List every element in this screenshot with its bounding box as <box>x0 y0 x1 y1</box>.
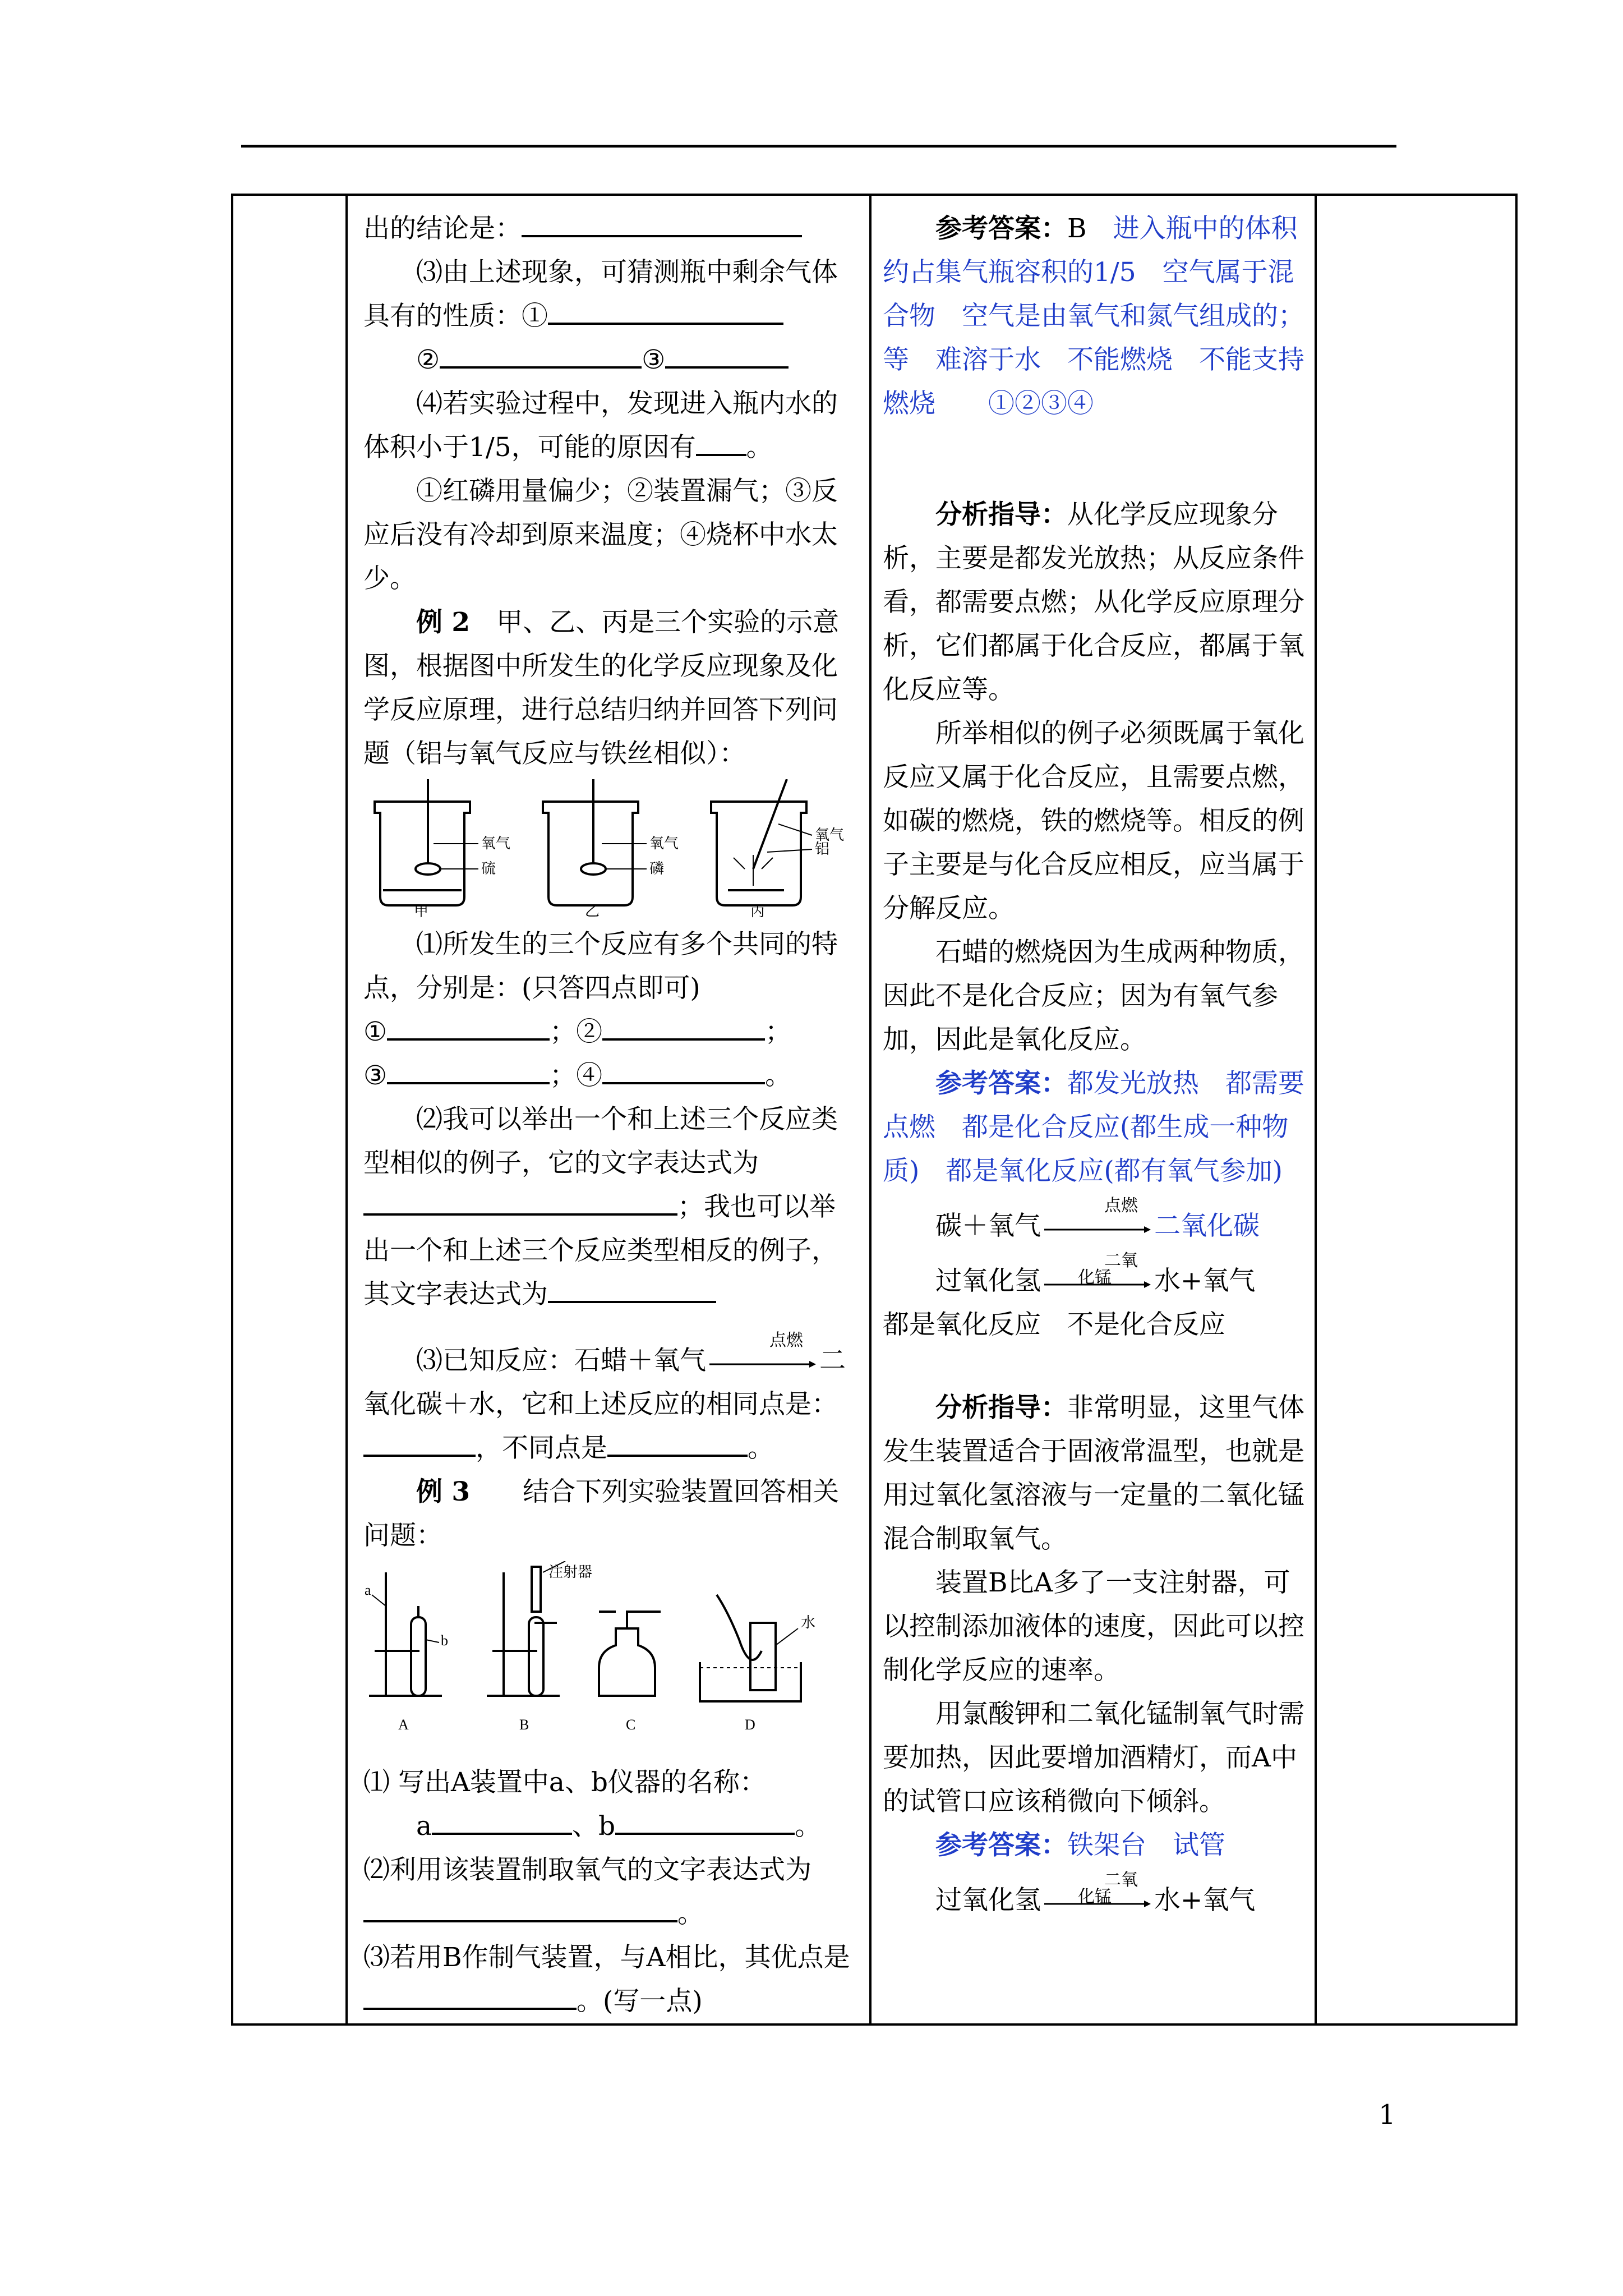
answer-blank[interactable] <box>602 1054 765 1084</box>
combustion-figure <box>363 779 857 919</box>
answer-blank[interactable] <box>696 426 746 456</box>
answer-blank[interactable] <box>363 1892 677 1922</box>
e3-text: ⑶若用B作制气装置，与A相比，其优点是 <box>363 1942 850 1973</box>
e1-a: a <box>416 1811 432 1842</box>
label-phosphorus: 磷 <box>649 861 665 877</box>
guide-4: 非常明显，这里气体发生装置适合于固液常温型，也就是用过氧化氢溶液与一定量的二氧化锰混合制取氧气。 <box>883 1392 1304 1554</box>
label-syringe: 注射器 <box>548 1564 593 1580</box>
p2-text-a: ⑵我可以举出一个和上述三个反应类型相似的例子，它的文字表达式为 <box>363 1104 838 1179</box>
label-jia: 甲 <box>414 903 429 919</box>
eq3-right: 水+氧气 <box>1154 1885 1256 1916</box>
example-3-text: 结合下列实验装置回答相关问题： <box>363 1476 840 1551</box>
p1-item-1: ① <box>363 1016 388 1047</box>
answer-blank[interactable] <box>522 207 802 237</box>
answer-3-text: 铁架台 试管 <box>1067 1830 1225 1861</box>
eq2-left: 过氧化氢 <box>935 1266 1041 1296</box>
answer-blank[interactable] <box>607 1427 748 1457</box>
blank-column-right <box>1316 195 1516 2024</box>
punct: 。 <box>746 432 773 463</box>
p1-item-4: ；④ <box>550 1060 603 1091</box>
p3-text-mid: ，不同点是 <box>476 1433 607 1464</box>
example-2-label: 例 2 <box>416 607 471 638</box>
label-yi: 乙 <box>585 903 600 919</box>
q4-text: ⑷若实验过程中，发现进入瓶内水的体积小于1/5，可能的原因有 <box>363 388 838 463</box>
eq3-left: 过氧化氢 <box>935 1885 1041 1916</box>
arrow-condition: 点燃 <box>769 1331 803 1350</box>
punct: 。 <box>795 1811 822 1842</box>
label-bing: 丙 <box>750 903 766 919</box>
punct: 。 <box>748 1433 774 1464</box>
blank-column-left <box>232 195 347 2024</box>
p2-text-b: ；我也可以举出一个和上述三个反应类型相反的例子，其文字表达式为 <box>363 1191 838 1310</box>
apparatus-figure <box>363 1561 857 1735</box>
answer-blank[interactable] <box>363 1427 476 1457</box>
answer-1-text: 进入瓶中的体积约占集气瓶容积的1/5 空气属于混合物 空气是由氧气和氮气组成的；等 难溶于水 不能燃烧 不能支持燃烧 ①②③④ <box>883 213 1304 419</box>
reaction-arrow <box>1044 1251 1151 1294</box>
arrow-condition: 二氧化锰 <box>1078 1870 1138 1907</box>
reaction-arrow <box>709 1331 816 1374</box>
label-oxygen: 氧气 <box>481 835 511 852</box>
reaction-arrow <box>1044 1196 1151 1239</box>
punct: ； <box>765 1016 792 1047</box>
eq1-left: 碳＋氧气 <box>935 1211 1041 1241</box>
question-column <box>347 195 870 2024</box>
e2-text: ⑵利用该装置制取氧气的文字表达式为 <box>363 1855 811 1885</box>
label-b: b <box>441 1632 448 1649</box>
example-2-text: 甲、乙、丙是三个实验的示意图，根据图中所发生的化学反应现象及化学反应原理，进行总结归纳并回答下列问题（铝与氧气反应与铁丝相似）： <box>363 607 840 769</box>
answer-label: 参考答案： <box>935 1830 1067 1861</box>
p1-item-2: ；② <box>550 1016 603 1047</box>
answer-choice: B <box>1067 213 1087 244</box>
label-B: B <box>519 1717 529 1733</box>
answer-blank[interactable] <box>387 1010 550 1041</box>
label-a: a <box>365 1582 371 1598</box>
label-oxygen: 氧气 <box>649 835 679 852</box>
answer-blank[interactable] <box>602 1010 765 1041</box>
guide-5: 装置B比A多了一支注射器，可以控制添加液体的速度，因此可以控制化学反应的速率。 <box>883 1567 1304 1686</box>
p3-text-post: 二氧化碳＋水，它和上述反应的相同点是： <box>363 1345 846 1420</box>
page-number: 1 <box>1378 2099 1396 2131</box>
conclusion-text: 出的结论是： <box>363 213 522 244</box>
label-water: 水 <box>801 1614 816 1631</box>
example-3-label: 例 3 <box>416 1476 471 1507</box>
label-oxygen: 氧气 <box>815 827 845 843</box>
e1-b: 、b <box>572 1811 616 1842</box>
arrow-condition: 二氧化锰 <box>1078 1251 1138 1287</box>
eq2-right: 水+氧气 <box>1154 1266 1256 1296</box>
guide-3: 石蜡的燃烧因为生成两种物质，因此不是化合反应；因为有氧气参加，因此是氧化反应。 <box>883 937 1304 1055</box>
guide-label: 分析指导： <box>935 499 1067 530</box>
label-C: C <box>626 1717 636 1733</box>
header-rule <box>241 145 1396 148</box>
answer-blank[interactable] <box>548 1273 716 1303</box>
punct: 。 <box>765 1060 792 1091</box>
punct: 。 <box>677 1898 704 1929</box>
p1-item-3: ③ <box>363 1060 388 1091</box>
answer-blank[interactable] <box>432 1805 572 1835</box>
answer-2-text: 都发光放热 都需要点燃 都是化合反应(都生成一种物质) 都是氧化反应(都有氧气参加) <box>883 1068 1304 1186</box>
e1-text: ⑴ 写出A装置中a、b仪器的名称： <box>363 1767 766 1798</box>
answer-blank[interactable] <box>440 338 642 369</box>
answer-blank[interactable] <box>665 338 789 369</box>
e3-end: 。(写一点) <box>577 1986 703 2017</box>
q3-item-2: ② <box>416 344 440 375</box>
guide-label: 分析指导： <box>935 1392 1067 1423</box>
answer-column <box>870 195 1316 2024</box>
answer-blank[interactable] <box>363 1980 577 2010</box>
guide-2: 所举相似的例子必须既属于氧化反应又属于化合反应，且需要点燃，如碳的燃烧，铁的燃烧等。相反的例子主要是与化合反应相反，应当属于分解反应。 <box>883 718 1304 924</box>
lesson-table <box>231 194 1518 2026</box>
answer-blank[interactable] <box>363 1185 677 1216</box>
p3-text: ⑶已知反应：石蜡＋氧气 <box>416 1345 706 1376</box>
answer-label: 参考答案： <box>935 213 1067 244</box>
answer-blank[interactable] <box>615 1805 795 1835</box>
answer-blank[interactable] <box>387 1054 550 1084</box>
reaction-arrow <box>1044 1870 1151 1913</box>
label-sulfur: 硫 <box>481 861 496 877</box>
label-D: D <box>745 1717 755 1733</box>
eq2-note: 都是氧化反应 不是化合反应 <box>883 1309 1225 1340</box>
q3-item-3: ③ <box>642 344 666 375</box>
arrow-condition: 点燃 <box>1104 1196 1138 1216</box>
answer-label: 参考答案： <box>935 1068 1067 1099</box>
guide-6: 用氯酸钾和二氧化锰制氧气时需要加热，因此要增加酒精灯，而A中的试管口应该稍微向下倾斜。 <box>883 1699 1304 1817</box>
q4-options: ①红磷用量偏少；②装置漏气；③反应后没有冷却到原来温度；④烧杯中水太少。 <box>363 476 838 594</box>
q3-text: ⑶由上述现象，可猜测瓶中剩余气体具有的性质：① <box>363 257 838 332</box>
guide-1: 从化学反应现象分析，主要是都发光放热；从反应条件看，都需要点燃；从化学反应原理分析，它们都属于化合反应，都属于氧化反应等。 <box>883 499 1304 705</box>
label-A: A <box>398 1717 409 1733</box>
answer-blank[interactable] <box>548 295 783 325</box>
eq1-right: 二氧化碳 <box>1154 1211 1260 1241</box>
p1-intro: ⑴所发生的三个反应有多个共同的特点，分别是：(只答四点即可) <box>363 929 838 1004</box>
label-aluminum: 铝 <box>815 841 830 857</box>
